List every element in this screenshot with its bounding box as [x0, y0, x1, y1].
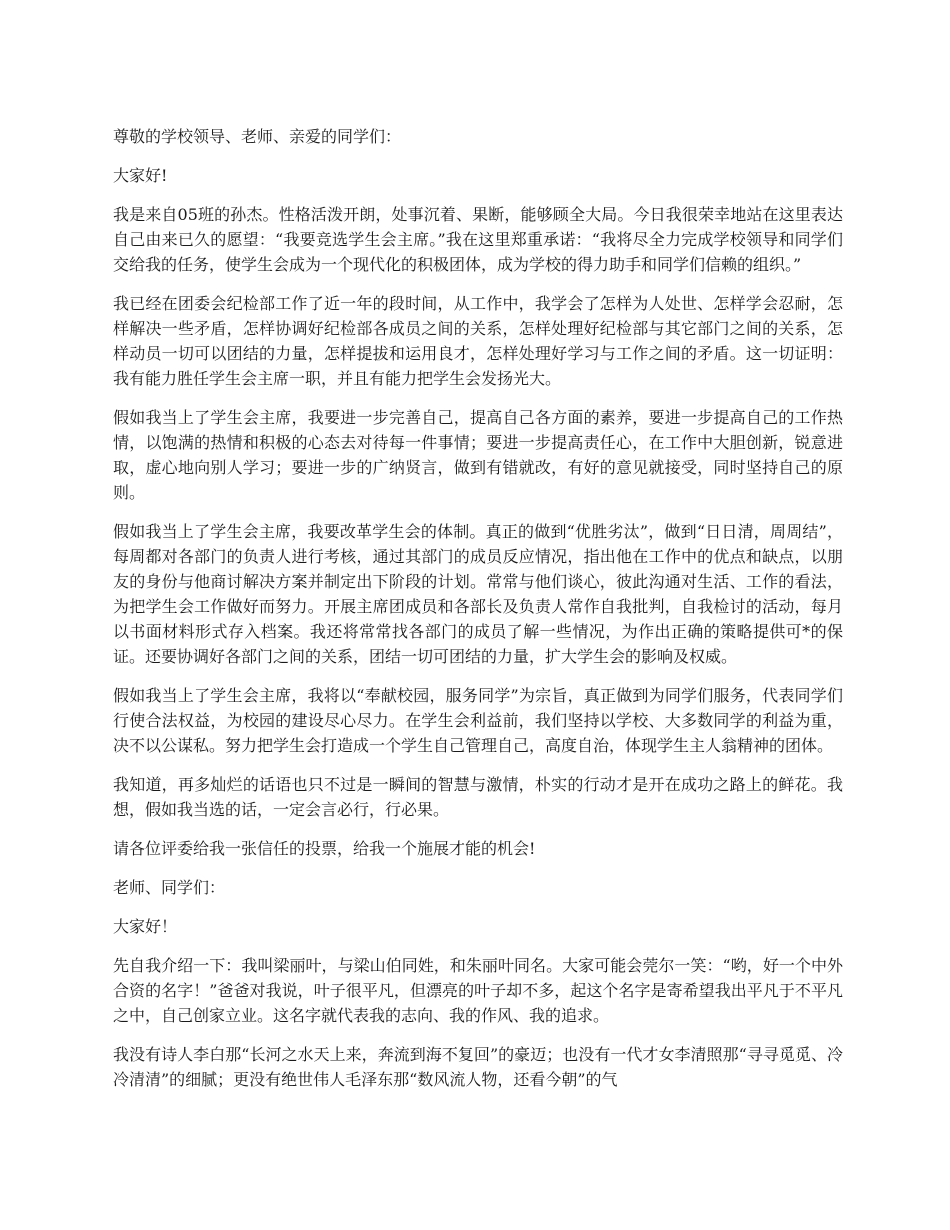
paragraph: 我知道，再多灿烂的话语也只不过是一瞬间的智慧与激情，朴实的行动才是开在成功之路上的鲜花。我想，假如我当选的话，一定会言必行，行必果。 — [113, 775, 843, 819]
greeting: 大家好! — [113, 166, 168, 185]
paragraph: 我没有诗人李白那“长河之水天上来，奔流到海不复回”的豪迈；也没有一代才女李清照那“寻寻觅觅、冷冷清清”的细腻；更没有绝世伟人毛泽东那“数风流人物，还看今朝”的气 — [113, 1045, 843, 1089]
salutation: 尊敬的学校领导、老师、亲爱的同学们： — [113, 127, 402, 146]
paragraph: 先自我介绍一下：我叫梁丽叶，与梁山伯同姓，和朱丽叶同名。大家可能会莞尔一笑：“哟，好一个中外合资的名字！”爸爸对我说，叶子很平凡，但漂亮的叶子却不多，起这个名字是寄希望我出平凡于不平凡之中，自己创家立业。这名字就代表我的志向、我的作风、我的追求。 — [113, 956, 843, 1025]
greeting: 大家好！ — [113, 917, 178, 936]
closing-line: 请各位评委给我一张信任的投票，给我一个施展才能的机会! — [113, 839, 536, 858]
salutation: 老师、同学们： — [113, 878, 226, 897]
paragraph: 我已经在团委会纪检部工作了近一年的段时间，从工作中，我学会了怎样为人处世、怎样学会忍耐，怎样解决一些矛盾，怎样协调好纪检部各成员之间的关系，怎样处理好纪检部与其它部门之间的关系，怎样动员一切可以团结的力量，怎样提拔和运用良才，怎样处理好学习与工作之间的矛盾。这一切证明：我有能力胜任学生会主席一职，并且有能力把学生会发扬光大。 — [113, 294, 843, 388]
paragraph: 假如我当上了学生会主席，我将以“奉献校园，服务同学”为宗旨，真正做到为同学们服务，代表同学们行使合法权益，为校园的建设尽心尽力。在学生会利益前，我们坚持以学校、大多数同学的利益为重，决不以公谋私。努力把学生会打造成一个学生自己管理自己，高度自治，体现学生主人翁精神的团体。 — [113, 686, 843, 755]
document-page — [113, 124, 843, 1106]
paragraph: 假如我当上了学生会主席，我要进一步完善自己，提高自己各方面的素养，要进一步提高自己的工作热情，以饱满的热情和积极的心态去对待每一件事情；要进一步提高责任心，在工作中大胆创新，锐意进取，虚心地向别人学习；要进一步的广纳贤言，做到有错就改，有好的意见就接受，同时坚持自己的原则。 — [113, 408, 843, 502]
paragraph: 我是来自05班的孙杰。性格活泼开朗，处事沉着、果断，能够顾全大局。今日我很荣幸地站在这里表达自己由来已久的愿望：“我要竞选学生会主席。”我在这里郑重承诺：“我将尽全力完成学校领导和同学们交给我的任务，使学生会成为一个现代化的积极团体，成为学校的得力助手和同学们信赖的组织。” — [113, 205, 843, 274]
paragraph: 假如我当上了学生会主席，我要改革学生会的体制。真正的做到“优胜劣汰”，做到“日日清，周周结”，每周都对各部门的负责人进行考核，通过其部门的成员反应情况，指出他在工作中的优点和缺点，以朋友的身份与他商讨解决方案并制定出下阶段的计划。常常与他们谈心，彼此沟通对生活、工作的看法，为把学生会工作做好而努力。开展主席团成员和各部长及负责人常作自我批判，自我检讨的活动，每月以书面材料形式存入档案。我还将常常找各部门的成员了解一些情况，为作出正确的策略提供可*的保证。还要协调好各部门之间的关系，团结一切可团结的力量，扩大学生会的影响及权威。 — [113, 522, 843, 666]
